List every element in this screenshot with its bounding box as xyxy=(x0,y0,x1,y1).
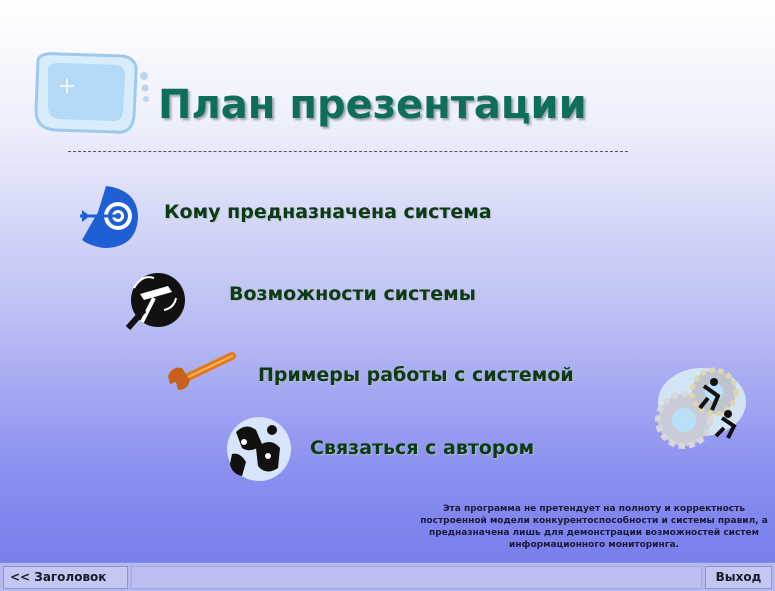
target-arrow-icon[interactable] xyxy=(76,182,140,250)
exit-button[interactable]: Выход xyxy=(705,566,772,589)
monitor-icon xyxy=(30,50,155,140)
navigation-bar xyxy=(0,562,775,591)
menu-item-target-audience[interactable]: Кому предназначена система xyxy=(164,201,492,223)
menu-item-contact[interactable]: Связаться с автором xyxy=(310,437,535,459)
people-cluster-icon[interactable] xyxy=(222,414,296,484)
menu-item-examples[interactable]: Примеры работы с системой xyxy=(258,364,574,386)
disclaimer-text: Эта программа не претендует на полноту и корректность построенной модели конкурентоспособности и системы правил, а предназначена лишь для демонстрации возможностей систем информационного мониторинга. xyxy=(420,504,768,550)
slide-title: План презентации xyxy=(158,82,587,128)
gears-people-icon xyxy=(644,362,748,462)
navigation-spacer xyxy=(131,566,702,589)
menu-item-features[interactable]: Возможности системы xyxy=(229,283,476,305)
title-divider xyxy=(68,151,628,152)
back-to-title-button[interactable]: << Заголовок xyxy=(3,566,128,589)
wrench-icon[interactable] xyxy=(166,350,238,394)
tools-icon[interactable] xyxy=(124,270,186,332)
